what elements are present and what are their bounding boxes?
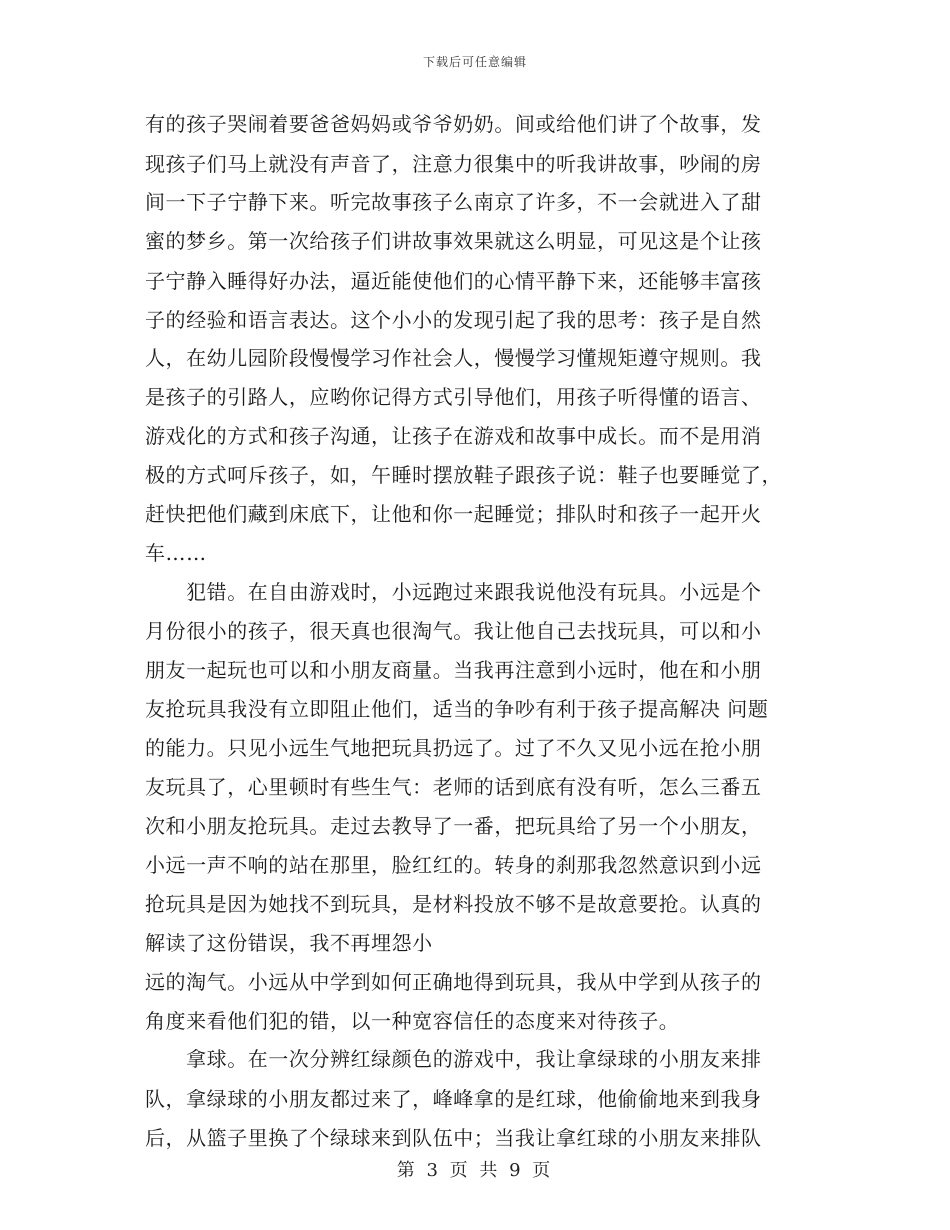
text-line: 子宁静入睡得好办法，逼近能使他们的心情平静下来，还能够丰富孩 <box>145 269 762 293</box>
text-line: 月份很小的孩子，很天真也很淘气。我让他自己去找玩具，可以和小 <box>145 619 762 643</box>
text-line: 犯错。在自由游戏时，小远跑过来跟我说他没有玩具。小远是个 <box>145 580 762 604</box>
text-line: 解读了这份错误，我不再埋怨小 <box>145 931 433 955</box>
text-line: 队，拿绿球的小朋友都过来了，峰峰拿的是红球，他偷偷地来到我身 <box>145 1087 762 1111</box>
text-line: 间一下子宁静下来。听完故事孩子么南京了许多，不一会就进入了甜 <box>145 190 762 214</box>
text-line: 远的淘气。小远从中学到如何正确地得到玩具，我从中学到从孩子的 <box>145 970 762 994</box>
text-line: 友玩具了，心里顿时有些生气：老师的话到底有没有听，怎么三番五 <box>145 775 762 799</box>
text-line: 现孩子们马上就没有声音了，注意力很集中的听我讲故事，吵闹的房 <box>145 152 762 176</box>
text-line: 拿球。在一次分辨红绿颜色的游戏中，我让拿绿球的小朋友来排 <box>145 1047 762 1071</box>
text-line: 蜜的梦乡。第一次给孩子们讲故事效果就这么明显，可见这是个让孩 <box>145 229 762 253</box>
text-line: 友抢玩具我没有立即阻止他们，适当的争吵有利于孩子提高解决 问题 <box>145 697 769 721</box>
text-line: 车…… <box>145 541 207 565</box>
text-line: 角度来看他们犯的错，以一种宽容信任的态度来对待孩子。 <box>145 1009 680 1033</box>
text-line: 子的经验和语言表达。这个小小的发现引起了我的思考：孩子是自然 <box>145 308 762 332</box>
text-line: 人，在幼儿园阶段慢慢学习作社会人，慢慢学习懂规矩遵守规则。我 <box>145 346 762 370</box>
text-line: 抢玩具是因为她找不到玩具，是材料投放不够不是故意要抢。认真的 <box>145 892 762 916</box>
text-line: 赶快把他们藏到床底下，让他和你一起睡觉；排队时和孩子一起开火 <box>145 502 762 526</box>
text-line: 小远一声不响的站在那里，脸红红的。转身的刹那我忽然意识到小远 <box>145 853 762 877</box>
text-line: 是孩子的引路人，应哟你记得方式引导他们，用孩子听得懂的语言、 <box>145 385 762 409</box>
text-line: 的能力。只见小远生气地把玩具扔远了。过了不久又见小远在抢小朋 <box>145 736 762 760</box>
page-header: 下载后可任意编辑 <box>422 55 527 69</box>
text-line: 有的孩子哭闹着要爸爸妈妈或爷爷奶奶。间或给他们讲了个故事，发 <box>145 112 762 136</box>
text-line: 极的方式呵斥孩子，如，午睡时摆放鞋子跟孩子说：鞋子也要睡觉了， <box>145 463 783 487</box>
text-line: 后，从篮子里换了个绿球来到队伍中；当我让拿红球的小朋友来排队 <box>145 1126 762 1150</box>
page-footer: 第 3 页 共 9 页 <box>396 1160 554 1181</box>
text-line: 朋友一起玩也可以和小朋友商量。当我再注意到小远时，他在和小朋 <box>145 658 762 682</box>
text-line: 游戏化的方式和孩子沟通，让孩子在游戏和故事中成长。而不是用消 <box>145 424 762 448</box>
text-line: 次和小朋友抢玩具。走过去教导了一番，把玩具给了另一个小朋友， <box>145 814 762 838</box>
